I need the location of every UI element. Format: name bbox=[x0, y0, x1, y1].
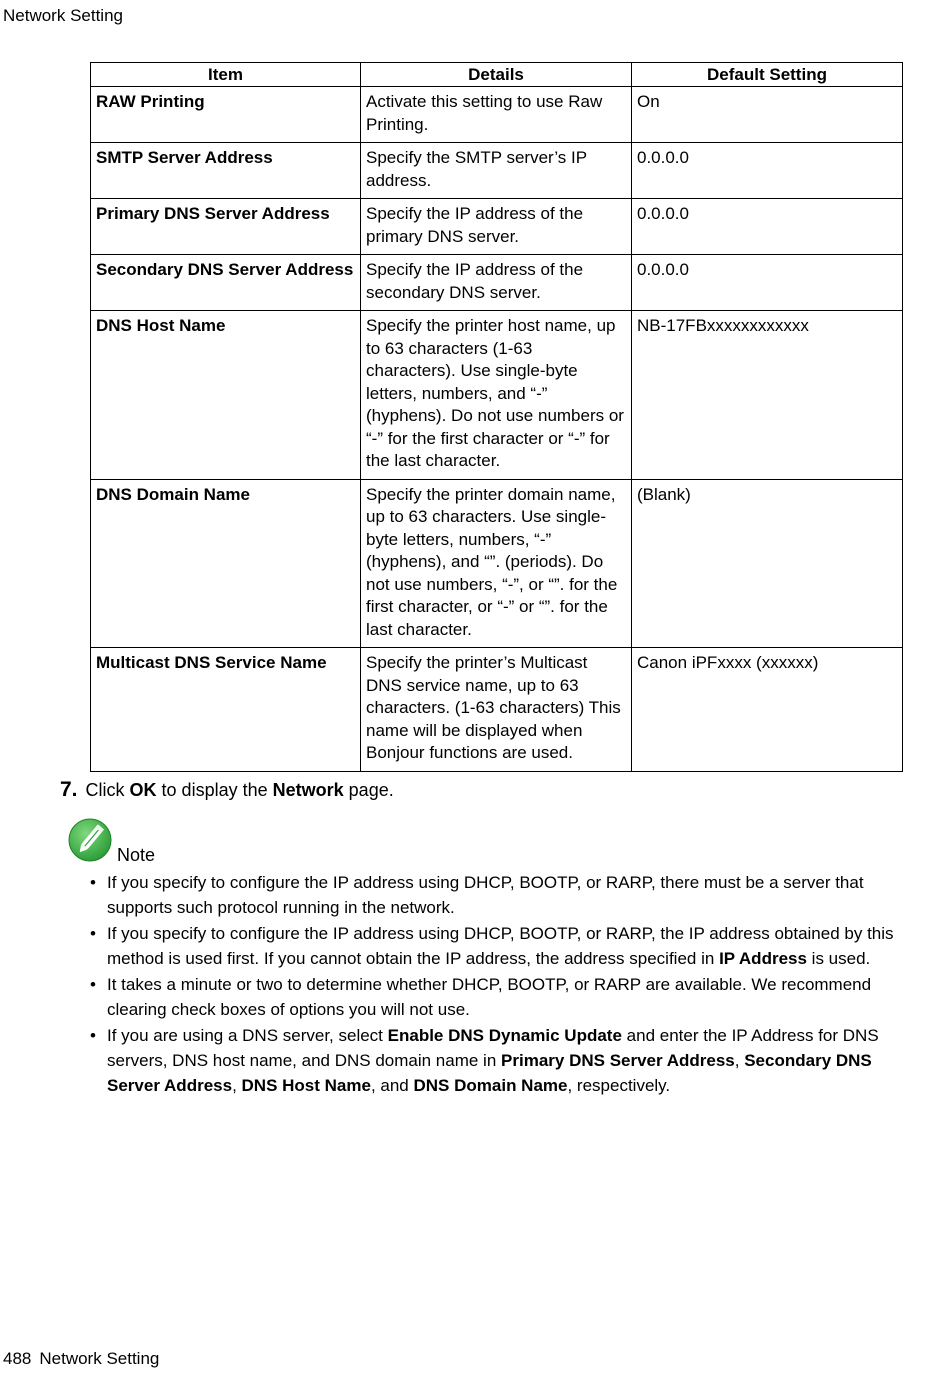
row-default: NB-17FBxxxxxxxxxxxx bbox=[632, 311, 903, 480]
row-details: Specify the SMTP server’s IP address. bbox=[361, 143, 632, 199]
step-text: to display the bbox=[161, 780, 268, 800]
list-item bbox=[88, 972, 908, 1022]
table-header-row bbox=[91, 63, 903, 87]
row-item: DNS Domain Name bbox=[91, 479, 361, 648]
pencil-note-icon bbox=[67, 817, 113, 863]
table-row bbox=[91, 479, 903, 648]
row-default: Canon iPFxxxx (xxxxxx) bbox=[632, 648, 903, 772]
step-text: Click bbox=[85, 780, 125, 800]
note-text: , bbox=[734, 1051, 740, 1070]
row-default: 0.0.0.0 bbox=[632, 199, 903, 255]
note-text: It takes a minute or two to determine whether DHCP, BOOTP, or RARP are available. We recommend clearing check boxes of options you will not use. bbox=[107, 975, 872, 1019]
row-item: Primary DNS Server Address bbox=[91, 199, 361, 255]
column-header-item: Item bbox=[91, 63, 361, 87]
column-header-details: Details bbox=[361, 63, 632, 87]
table-row bbox=[91, 199, 903, 255]
row-default: (Blank) bbox=[632, 479, 903, 648]
row-default: 0.0.0.0 bbox=[632, 255, 903, 311]
row-item: DNS Host Name bbox=[91, 311, 361, 480]
row-details: Specify the printer domain name, up to 63 characters. Use single-byte letters, numbers, “-” (hyphens), and “”. (periods). Do not use numbers, “-”, or “”. for the first character, or “-” or “”. for the last character. bbox=[361, 479, 632, 648]
note-text: , and bbox=[370, 1076, 409, 1095]
note-text: , bbox=[232, 1076, 237, 1095]
list-item bbox=[88, 1023, 908, 1098]
row-item: Multicast DNS Service Name bbox=[91, 648, 361, 772]
note-label: Note bbox=[117, 845, 156, 865]
table-row bbox=[91, 87, 903, 143]
row-details: Specify the printer host name, up to 63 characters (1-63 characters). Use single-byte letters, numbers, and “-” (hyphens). Do not use numbers or “-” for the first character or “-” for the last character. bbox=[361, 311, 632, 480]
page-footer bbox=[3, 1349, 159, 1369]
step-ok-term: OK bbox=[129, 780, 157, 800]
footer-section: Network Setting bbox=[39, 1349, 160, 1368]
note-text: If you are using a DNS server, select bbox=[107, 1026, 383, 1045]
row-item: Secondary DNS Server Address bbox=[91, 255, 361, 311]
table-row bbox=[91, 311, 903, 480]
note-text: If you specify to configure the IP address using DHCP, BOOTP, or RARP, the IP address obtained by this method is used first. If you cannot obtain the IP address, the address specified in bbox=[107, 924, 894, 968]
note-list bbox=[88, 870, 908, 1099]
row-default: 0.0.0.0 bbox=[632, 143, 903, 199]
note-term: Primary DNS Server Address bbox=[501, 1051, 735, 1070]
row-default: On bbox=[632, 87, 903, 143]
note-term: DNS Domain Name bbox=[413, 1076, 568, 1095]
row-item: RAW Printing bbox=[91, 87, 361, 143]
row-details: Specify the IP address of the secondary DNS server. bbox=[361, 255, 632, 311]
page-header: Network Setting bbox=[3, 6, 123, 25]
note-text: is used. bbox=[811, 949, 871, 968]
note-term: Enable DNS Dynamic Update bbox=[387, 1026, 622, 1045]
settings-table bbox=[90, 62, 903, 772]
note-text: and enter the IP Address for DNS servers, DNS host name, and DNS domain name in bbox=[107, 1026, 879, 1070]
note-text: If you specify to configure the IP address using DHCP, BOOTP, or RARP, there must be a server that supports such protocol running in the network. bbox=[107, 873, 864, 917]
note-term: Secondary DNS Server Address bbox=[107, 1051, 872, 1095]
step-number: 7. bbox=[60, 778, 78, 801]
table-row bbox=[91, 648, 903, 772]
row-details: Specify the IP address of the primary DNS server. bbox=[361, 199, 632, 255]
step-network-term: Network bbox=[272, 780, 344, 800]
note-text: , respectively. bbox=[567, 1076, 671, 1095]
note-term: IP Address bbox=[719, 949, 807, 968]
table-row bbox=[91, 255, 903, 311]
column-header-default: Default Setting bbox=[632, 63, 903, 87]
note-term: DNS Host Name bbox=[241, 1076, 371, 1095]
row-details: Specify the printer’s Multicast DNS service name, up to 63 characters. (1-63 characters) This name will be displayed when Bonjour functions are used. bbox=[361, 648, 632, 772]
row-details: Activate this setting to use Raw Printing. bbox=[361, 87, 632, 143]
row-item: SMTP Server Address bbox=[91, 143, 361, 199]
step-instruction bbox=[60, 778, 394, 802]
list-item bbox=[88, 921, 908, 971]
step-text: page. bbox=[348, 780, 394, 800]
page-number: 488 bbox=[3, 1349, 32, 1368]
list-item bbox=[88, 870, 908, 920]
table-row bbox=[91, 143, 903, 199]
